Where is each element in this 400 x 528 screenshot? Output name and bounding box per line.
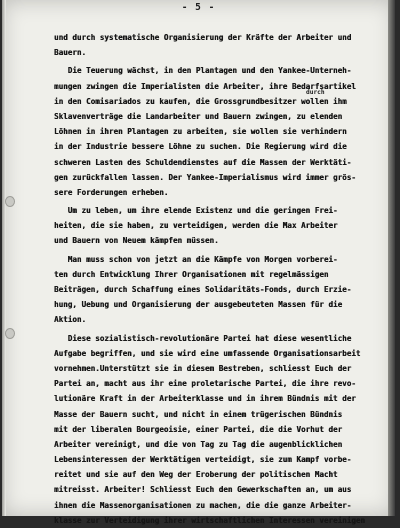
text-line: ten durch Entwicklung Ihrer Organisationen mit regelmässigen bbox=[54, 269, 329, 279]
body-text bbox=[54, 30, 389, 528]
text-line: Aktion. bbox=[54, 315, 87, 325]
text-line: schweren Lasten des Schuldendienstes auf die Massen der Werktäti- bbox=[54, 157, 352, 167]
text-line: Aufgabe begriffen, und sie wird eine umfassende Organisationsarbeit bbox=[54, 348, 361, 358]
text-line: mit der liberalen Bourgeoisie, einer Partei, die die Vorhut der bbox=[54, 424, 343, 434]
page-number: - 5 - bbox=[181, 2, 216, 13]
document-page bbox=[2, 0, 395, 525]
punch-hole bbox=[5, 328, 15, 339]
text-line: in der Industrie bessere Löhne zu suchen. Die Regierung wird die bbox=[54, 142, 347, 152]
text-line: gen zurückfallen lassen. Der Yankee-Imperialismus wird immer grös- bbox=[54, 172, 356, 182]
paragraph bbox=[54, 63, 389, 200]
paragraph bbox=[54, 331, 389, 528]
text-line: Bauern. bbox=[54, 48, 87, 58]
text-line: Masse der Bauern sucht, und nicht in einem trügerischen Bündnis bbox=[54, 409, 343, 419]
page-left-edge bbox=[2, 0, 6, 516]
text-line: Lebensinteressen der Werktätigen verteidigt, sie zum Kampf vorbe- bbox=[54, 455, 352, 465]
text-line: heiten, die sie haben, zu verteidigen, werden die Max Arbeiter bbox=[54, 221, 338, 231]
paragraph bbox=[54, 252, 389, 328]
paragraph bbox=[54, 30, 389, 60]
text-line: und durch systematische Organisierung der Kräfte der Arbeiter und bbox=[54, 33, 352, 42]
text-line: Partei an, macht aus ihr eine proletarische Partei, die ihre revo- bbox=[54, 379, 356, 389]
text-line: vornehmen.Unterstützt sie in diesem Bestreben, schliesst Euch der bbox=[54, 363, 352, 373]
text-line: reitet und sie auf den Weg der Eroberung der politischen Macht bbox=[54, 470, 338, 480]
text-line: Löhnen in ihren Plantagen zu arbeiten, sie wollen sie verhindern bbox=[54, 127, 347, 137]
text-line: ihnen die Massenorganisationen zu machen, die die ganze Arbeiter- bbox=[54, 500, 352, 510]
text-line: Um zu leben, um ihre elende Existenz und die geringen Frei- bbox=[54, 206, 338, 216]
paragraph bbox=[54, 203, 389, 249]
text-line: klasse zur Verteidigung ihrer wirtschaftlichen Interessen vereinigen bbox=[54, 515, 366, 525]
text-line: mungen zwingen die Imperialisten die Arbeiter, ihre Bedarfsartikel bbox=[54, 81, 356, 91]
text-line: Beiträgen, durch Schaffung eines Solidaritäts-Fonds, durch Erzie- bbox=[54, 285, 352, 294]
text-line: Man muss schon von jetzt an die Kämpfe von Morgen vorberei- bbox=[54, 254, 338, 264]
punch-hole bbox=[5, 196, 15, 207]
text-line: Sklavenverträge die Landarbeiter und Bauern zwingen, zu elenden bbox=[54, 111, 343, 121]
text-line: sere Forderungen erheben. bbox=[54, 187, 169, 197]
text-line: lutionäre Kraft in der Arbeiterklasse und in ihrem Bündnis mit der bbox=[54, 394, 356, 404]
text-line: in den Comisariados zu kaufen, die Grossgrundbesitzer wollen ihm bbox=[54, 96, 347, 106]
interlinear-correction: durch bbox=[306, 89, 325, 96]
text-line: Diese sozialistisch-revolutionäre Partei hat diese wesentliche bbox=[54, 333, 352, 343]
text-line: Arbeiter vereinigt, und die von Tag zu Tag die augenblicklichen bbox=[54, 439, 343, 449]
text-line: und Bauern von Neuem kämpfen müssen. bbox=[54, 236, 219, 246]
text-line: mitreisst. Arbeiter! Schliesst Euch den Gewerkschaften an, um aus bbox=[54, 485, 352, 495]
page-right-shadow bbox=[388, 0, 395, 516]
text-line: Die Teuerung wächst, in den Plantagen und den Yankee-Unterneh- bbox=[54, 66, 352, 76]
text-line: hung, Uebung und Organisierung der ausgebeuteten Massen für die bbox=[54, 300, 343, 310]
